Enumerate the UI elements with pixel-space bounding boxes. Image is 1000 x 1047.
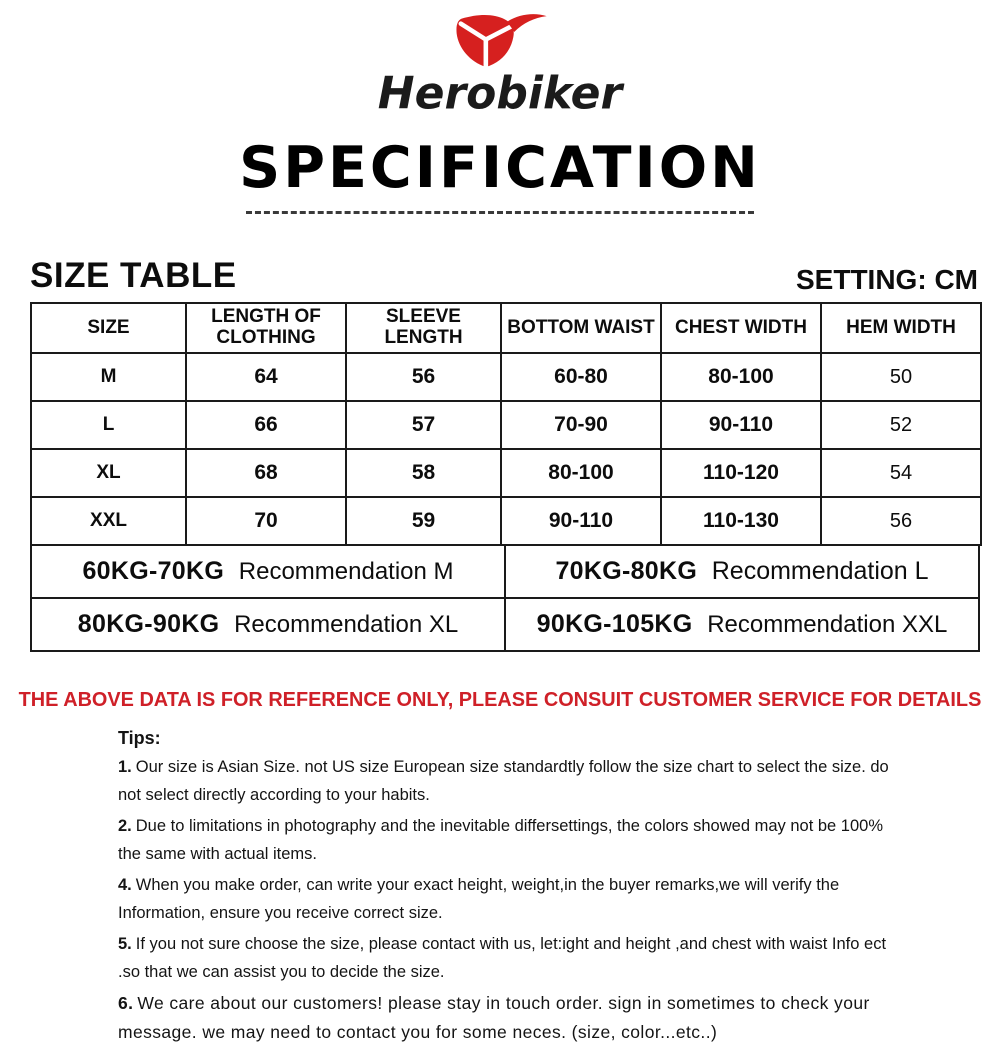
tip-text: Due to limitations in photography and the inevitable differsettings, the colors showed may not be 100% the same with actual items. xyxy=(118,817,883,863)
cell-bottom-waist: 90-110 xyxy=(501,497,661,545)
size-table xyxy=(30,302,982,546)
cell-size: XL xyxy=(31,449,186,497)
col-header-sleeve-length: SLEEVE LENGTH xyxy=(346,303,501,353)
tip-number: 2. xyxy=(118,817,132,835)
setting-unit-label: SETTING: CM xyxy=(796,264,978,295)
recommendation-cell-xxl xyxy=(505,598,979,651)
cell-sleeve: 57 xyxy=(346,401,501,449)
col-header-length-of-clothing: LENGTH OF CLOTHING xyxy=(186,303,346,353)
table-row-xxl xyxy=(31,497,981,545)
cell-chest-width: 90-110 xyxy=(661,401,821,449)
weight-range: 60KG-70KG xyxy=(82,557,225,585)
size-table-header-row xyxy=(30,256,978,296)
cell-sleeve: 58 xyxy=(346,449,501,497)
recommendation-row xyxy=(31,545,979,598)
tip-item-5 xyxy=(118,930,900,986)
recommendation-label: Recommendation M xyxy=(238,558,454,585)
col-header-bottom-waist: BOTTOM WAIST xyxy=(501,303,661,353)
recommendation-label: Recommendation XL xyxy=(234,611,459,638)
table-row-m xyxy=(31,353,981,401)
cell-chest-width: 110-130 xyxy=(661,497,821,545)
table-row-xl xyxy=(31,449,981,497)
tips-section xyxy=(118,728,900,1047)
col-header-chest-width: CHEST WIDTH xyxy=(661,303,821,353)
cell-length: 70 xyxy=(186,497,346,545)
cell-length: 68 xyxy=(186,449,346,497)
tip-text: Our size is Asian Size. not US size European size standardtly follow the size chart to select the size. do not select directly according to your habits. xyxy=(118,758,889,804)
recommendation-table xyxy=(30,544,980,652)
recommendation-cell-m xyxy=(31,545,505,598)
tip-number: 4. xyxy=(118,876,132,894)
tip-text: We care about our customers! please stay in touch order. sign in sometimes to check your message. we may need to contact you for some neces. (size, color...etc..) xyxy=(118,993,870,1042)
cell-chest-width: 110-120 xyxy=(661,449,821,497)
tip-item-1 xyxy=(118,753,900,809)
dashed-divider xyxy=(246,211,754,214)
cell-sleeve: 59 xyxy=(346,497,501,545)
col-header-hem-width: HEM WIDTH xyxy=(821,303,981,353)
size-table-title: SIZE TABLE xyxy=(30,256,237,295)
cell-hem-width: 50 xyxy=(821,353,981,401)
recommendation-cell-xl xyxy=(31,598,505,651)
cell-bottom-waist: 70-90 xyxy=(501,401,661,449)
tip-number: 1. xyxy=(118,758,132,776)
recommendation-label: Recommendation XXL xyxy=(707,611,948,638)
cell-chest-width: 80-100 xyxy=(661,353,821,401)
cell-hem-width: 54 xyxy=(821,449,981,497)
tips-title: Tips: xyxy=(118,728,161,748)
cell-hem-width: 56 xyxy=(821,497,981,545)
tip-text: If you not sure choose the size, please contact with us, let:ight and height ,and chest with waist Info ect .so that we can assist you to decide the size. xyxy=(118,935,887,981)
tip-item-2 xyxy=(118,812,900,868)
recommendation-label: Recommendation L xyxy=(711,557,929,585)
recommendation-row xyxy=(31,598,979,651)
cell-length: 66 xyxy=(186,401,346,449)
col-header-size: SIZE xyxy=(31,303,186,353)
size-table-header xyxy=(31,303,981,353)
tip-item-6 xyxy=(118,989,900,1047)
weight-range: 80KG-90KG xyxy=(77,610,220,638)
cell-size: L xyxy=(31,401,186,449)
cell-size: XXL xyxy=(31,497,186,545)
table-row-l xyxy=(31,401,981,449)
cell-sleeve: 56 xyxy=(346,353,501,401)
cell-bottom-waist: 80-100 xyxy=(501,449,661,497)
tip-item-4 xyxy=(118,871,900,927)
cell-size: M xyxy=(31,353,186,401)
brand-name: Herobiker xyxy=(377,67,623,120)
tip-number: 6. xyxy=(118,993,134,1013)
brand-logo xyxy=(0,12,1000,119)
cell-length: 64 xyxy=(186,353,346,401)
herobiker-emblem-icon xyxy=(448,12,552,72)
tip-number: 5. xyxy=(118,935,132,953)
tip-text: When you make order, can write your exact height, weight,in the buyer remarks,we will verify the Information, ensure you receive correct size. xyxy=(118,876,840,922)
weight-range: 90KG-105KG xyxy=(536,610,693,638)
specification-title: SPECIFICATION xyxy=(239,135,761,201)
cell-bottom-waist: 60-80 xyxy=(501,353,661,401)
reference-warning: THE ABOVE DATA IS FOR REFERENCE ONLY, PLEASE CONSUIT CUSTOMER SERVICE FOR DETAILS xyxy=(18,688,982,711)
cell-hem-width: 52 xyxy=(821,401,981,449)
weight-range: 70KG-80KG xyxy=(555,557,698,585)
recommendation-cell-l xyxy=(505,545,979,598)
